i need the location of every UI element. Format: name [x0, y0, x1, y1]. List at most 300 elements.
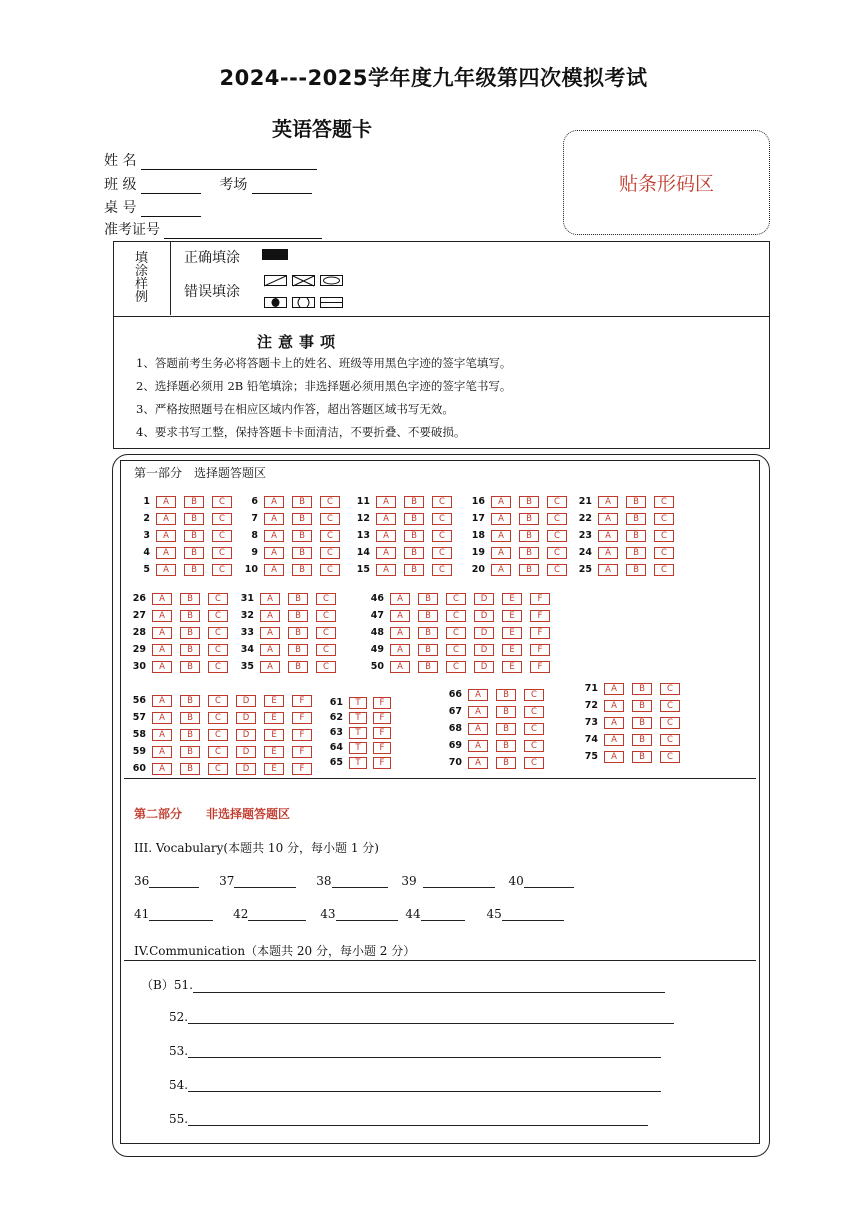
question-row [325, 750, 391, 768]
answer-bubble[interactable]: C [208, 661, 228, 673]
question-row [240, 506, 340, 524]
answer-bubble[interactable]: E [502, 644, 522, 656]
answer-bubble[interactable]: C [432, 513, 452, 525]
answer-bubble[interactable]: C [446, 661, 466, 673]
answer-bubble[interactable]: A [390, 661, 410, 673]
answer-bubble[interactable]: B [626, 564, 646, 576]
question-row [128, 688, 312, 706]
answer-bubble[interactable]: A [376, 496, 396, 508]
answer-bubble[interactable]: C [446, 627, 466, 639]
answer-bubble[interactable]: C [212, 547, 232, 559]
question-row [366, 586, 550, 604]
answer-bubble[interactable]: A [376, 513, 396, 525]
question-number: 63 [329, 727, 343, 738]
answer-bubble[interactable]: A [390, 627, 410, 639]
comm-answer-line[interactable] [193, 979, 665, 993]
answer-bubble[interactable]: A [152, 729, 172, 741]
question-number: 60 [132, 763, 146, 774]
side-char: 样 [134, 277, 148, 292]
answer-bubble[interactable]: F [373, 712, 391, 724]
question-row [128, 654, 228, 672]
comm-row [169, 1078, 661, 1092]
question-row [580, 744, 680, 762]
question-number: 3 [143, 530, 150, 541]
answer-bubble[interactable]: A [264, 547, 284, 559]
answer-bubble[interactable]: B [632, 700, 652, 712]
answer-bubble[interactable]: F [530, 627, 550, 639]
answer-bubble[interactable]: C [208, 746, 228, 758]
vocab-number: 36 [134, 874, 150, 888]
vocab-answer-line[interactable] [149, 907, 213, 921]
question-number: 10 [244, 564, 258, 575]
question-row [240, 540, 340, 558]
notice-title: 注意事项 [257, 333, 342, 351]
answer-bubble[interactable]: D [236, 729, 256, 741]
answer-bubble[interactable]: B [519, 530, 539, 542]
answer-bubble[interactable]: C [547, 547, 567, 559]
answer-bubble[interactable]: B [184, 530, 204, 542]
answer-bubble[interactable]: C [524, 757, 544, 769]
answer-bubble[interactable]: B [519, 547, 539, 559]
answer-bubble[interactable]: A [376, 530, 396, 542]
answer-bubble[interactable]: A [260, 644, 280, 656]
question-number: 31 [240, 593, 254, 604]
answer-bubble[interactable]: E [264, 746, 284, 758]
answer-bubble[interactable]: B [418, 661, 438, 673]
answer-bubble[interactable]: C [660, 717, 680, 729]
question-row [444, 716, 544, 734]
comm-answer-line[interactable] [188, 1112, 648, 1126]
answer-bubble[interactable]: B [184, 513, 204, 525]
answer-bubble[interactable]: B [292, 547, 312, 559]
vocab-number: 37 [219, 874, 235, 888]
question-number: 68 [448, 723, 462, 734]
answer-bubble[interactable]: B [288, 661, 308, 673]
answer-bubble[interactable]: C [432, 564, 452, 576]
question-row [325, 690, 391, 708]
vocab-number: 40 [508, 874, 524, 888]
answer-bubble[interactable]: C [547, 513, 567, 525]
answer-bubble[interactable]: C [212, 513, 232, 525]
id-field[interactable] [164, 224, 322, 239]
question-row [574, 557, 674, 575]
answer-bubble[interactable]: A [390, 644, 410, 656]
answer-bubble[interactable]: C [654, 530, 674, 542]
page-subtitle: 英语答题卡 [272, 117, 372, 141]
answer-bubble[interactable]: T [349, 712, 367, 724]
vocab-answer-line[interactable] [502, 907, 564, 921]
answer-bubble[interactable]: B [292, 513, 312, 525]
answer-bubble[interactable]: F [292, 763, 312, 775]
comm-number: 54. [169, 1078, 189, 1092]
vocab-answer-line[interactable] [149, 874, 199, 888]
question-row [444, 750, 544, 768]
answer-bubble[interactable]: C [524, 706, 544, 718]
vocab-answer-line[interactable] [234, 874, 296, 888]
answer-bubble[interactable]: B [632, 717, 652, 729]
question-number: 4 [143, 547, 150, 558]
vocab-answer-line[interactable] [332, 874, 388, 888]
question-row [444, 699, 544, 717]
answer-bubble[interactable]: C [654, 564, 674, 576]
vocab-answer-line[interactable] [336, 907, 398, 921]
answer-bubble[interactable]: A [598, 513, 618, 525]
answer-bubble[interactable]: D [236, 712, 256, 724]
answer-bubble[interactable]: B [180, 593, 200, 605]
question-number: 72 [584, 700, 598, 711]
answer-bubble[interactable]: A [604, 700, 624, 712]
answer-bubble[interactable]: F [530, 610, 550, 622]
answer-bubble[interactable]: A [260, 593, 280, 605]
question-row [128, 722, 312, 740]
answer-bubble[interactable]: F [373, 757, 391, 769]
answer-bubble[interactable]: A [152, 695, 172, 707]
question-row [132, 557, 232, 575]
answer-bubble[interactable]: C [654, 513, 674, 525]
question-row [128, 586, 228, 604]
answer-bubble[interactable]: F [530, 593, 550, 605]
wrong-fill-icon [264, 275, 344, 287]
question-row [240, 523, 340, 541]
answer-bubble[interactable]: B [418, 593, 438, 605]
answer-bubble[interactable]: B [626, 513, 646, 525]
answer-bubble[interactable]: C [446, 593, 466, 605]
wrong-fill-samples-bottom [264, 294, 344, 313]
answer-bubble[interactable]: B [632, 751, 652, 763]
answer-bubble[interactable]: C [547, 530, 567, 542]
answer-bubble[interactable]: F [292, 695, 312, 707]
answer-bubble[interactable]: C [446, 610, 466, 622]
answer-bubble[interactable]: B [288, 644, 308, 656]
answer-bubble[interactable]: B [496, 757, 516, 769]
answer-bubble[interactable]: A [598, 496, 618, 508]
answer-bubble[interactable]: C [316, 644, 336, 656]
answer-bubble[interactable]: F [373, 742, 391, 754]
answer-bubble[interactable]: A [598, 547, 618, 559]
answer-bubble[interactable]: D [474, 644, 494, 656]
question-number: 66 [448, 689, 462, 700]
fill-example-side-label [113, 241, 171, 315]
answer-bubble[interactable]: B [180, 661, 200, 673]
answer-bubble[interactable]: B [496, 740, 516, 752]
comm-answer-line[interactable] [188, 1044, 661, 1058]
answer-bubble[interactable]: A [260, 661, 280, 673]
barcode-area [563, 130, 770, 235]
side-char: 例 [134, 290, 148, 305]
answer-bubble[interactable]: A [491, 496, 511, 508]
vocab-number: 41 [134, 907, 150, 921]
answer-bubble[interactable]: A [604, 751, 624, 763]
answer-bubble[interactable]: T [349, 757, 367, 769]
section-divider [124, 960, 756, 961]
answer-bubble[interactable]: A [260, 610, 280, 622]
answer-bubble[interactable]: C [660, 734, 680, 746]
correct-fill-label: 正确填涂 [184, 250, 240, 266]
answer-bubble[interactable]: D [236, 695, 256, 707]
answer-bubble[interactable]: B [292, 530, 312, 542]
answer-bubble[interactable]: C [320, 547, 340, 559]
answer-bubble[interactable]: A [264, 564, 284, 576]
answer-bubble[interactable]: T [349, 742, 367, 754]
notice-item: 3、严格按照题号在相应区域内作答，超出答题区域书写无效。 [136, 402, 454, 416]
answer-bubble[interactable]: A [152, 763, 172, 775]
answer-bubble[interactable]: C [524, 740, 544, 752]
question-row [240, 557, 340, 575]
answer-bubble[interactable]: B [418, 610, 438, 622]
answer-bubble[interactable]: C [320, 564, 340, 576]
answer-bubble[interactable]: E [502, 610, 522, 622]
comm-answer-line[interactable] [188, 1078, 661, 1092]
answer-bubble[interactable]: A [491, 530, 511, 542]
answer-bubble[interactable]: B [404, 496, 424, 508]
answer-bubble[interactable]: C [316, 661, 336, 673]
answer-bubble[interactable]: C [208, 610, 228, 622]
comm-answer-line[interactable] [188, 1010, 674, 1024]
answer-bubble[interactable]: C [212, 564, 232, 576]
answer-bubble[interactable]: C [547, 564, 567, 576]
answer-bubble[interactable]: B [180, 644, 200, 656]
answer-bubble[interactable]: A [491, 564, 511, 576]
answer-bubble[interactable]: B [184, 496, 204, 508]
answer-bubble[interactable]: C [547, 496, 567, 508]
answer-bubble[interactable]: C [524, 689, 544, 701]
answer-bubble[interactable]: C [446, 644, 466, 656]
answer-bubble[interactable]: A [468, 723, 488, 735]
answer-bubble[interactable]: B [180, 763, 200, 775]
answer-bubble[interactable]: C [316, 610, 336, 622]
answer-bubble[interactable]: F [530, 644, 550, 656]
answer-bubble[interactable]: E [502, 627, 522, 639]
answer-bubble[interactable]: D [474, 610, 494, 622]
answer-bubble[interactable]: F [373, 727, 391, 739]
answer-bubble[interactable]: B [418, 627, 438, 639]
answer-bubble[interactable]: B [496, 706, 516, 718]
answer-bubble[interactable]: B [626, 547, 646, 559]
answer-bubble[interactable]: B [519, 564, 539, 576]
answer-bubble[interactable]: B [496, 689, 516, 701]
vocab-label: III. Vocabulary(本题共 10 分，每小题 1 分) [134, 841, 379, 855]
answer-bubble[interactable]: A [156, 530, 176, 542]
answer-bubble[interactable]: A [468, 706, 488, 718]
answer-bubble[interactable]: B [404, 564, 424, 576]
answer-bubble[interactable]: A [156, 513, 176, 525]
answer-bubble[interactable]: B [632, 734, 652, 746]
answer-bubble[interactable]: C [316, 627, 336, 639]
answer-bubble[interactable]: C [524, 723, 544, 735]
answer-bubble[interactable]: B [519, 496, 539, 508]
answer-bubble[interactable]: A [156, 547, 176, 559]
answer-bubble[interactable]: C [320, 496, 340, 508]
question-row [128, 756, 312, 774]
vocab-number: 38 [316, 874, 332, 888]
name-field[interactable] [141, 155, 317, 170]
answer-bubble[interactable]: F [530, 661, 550, 673]
answer-bubble[interactable]: D [474, 627, 494, 639]
answer-bubble[interactable]: D [236, 746, 256, 758]
answer-bubble[interactable]: T [349, 697, 367, 709]
answer-bubble[interactable]: A [376, 547, 396, 559]
answer-bubble[interactable]: B [180, 729, 200, 741]
answer-bubble[interactable]: A [598, 564, 618, 576]
answer-bubble[interactable]: D [236, 763, 256, 775]
answer-bubble[interactable]: A [376, 564, 396, 576]
answer-bubble[interactable]: A [152, 593, 172, 605]
question-row [467, 506, 567, 524]
answer-bubble[interactable]: C [208, 763, 228, 775]
answer-bubble[interactable]: B [626, 496, 646, 508]
answer-bubble[interactable]: F [373, 697, 391, 709]
answer-bubble[interactable]: E [264, 763, 284, 775]
class-field[interactable] [141, 179, 201, 194]
answer-bubble[interactable]: A [468, 740, 488, 752]
desk-field[interactable] [141, 202, 201, 217]
answer-bubble[interactable]: B [180, 610, 200, 622]
question-number: 58 [132, 729, 146, 740]
answer-bubble[interactable]: A [604, 734, 624, 746]
answer-bubble[interactable]: C [320, 513, 340, 525]
answer-bubble[interactable]: C [212, 496, 232, 508]
answer-bubble[interactable]: B [288, 610, 308, 622]
answer-bubble[interactable]: A [156, 496, 176, 508]
answer-bubble[interactable]: A [152, 746, 172, 758]
answer-bubble[interactable]: A [491, 547, 511, 559]
answer-bubble[interactable]: B [496, 723, 516, 735]
answer-bubble[interactable]: B [632, 683, 652, 695]
answer-bubble[interactable]: E [502, 593, 522, 605]
answer-bubble[interactable]: B [288, 593, 308, 605]
answer-bubble[interactable]: B [292, 564, 312, 576]
answer-bubble[interactable]: C [208, 729, 228, 741]
answer-bubble[interactable]: C [660, 751, 680, 763]
answer-bubble[interactable]: B [418, 644, 438, 656]
comm-number: 51. [173, 978, 193, 992]
answer-bubble[interactable]: A [156, 564, 176, 576]
answer-bubble[interactable]: A [152, 610, 172, 622]
question-number: 25 [578, 564, 592, 575]
class-label: 班 级 [104, 177, 137, 193]
answer-bubble[interactable]: C [660, 683, 680, 695]
answer-bubble[interactable]: E [264, 695, 284, 707]
vocab-number: 42 [233, 907, 249, 921]
answer-bubble[interactable]: A [491, 513, 511, 525]
question-number: 6 [251, 496, 258, 507]
question-number: 71 [584, 683, 598, 694]
answer-bubble[interactable]: B [180, 712, 200, 724]
answer-bubble[interactable]: A [604, 683, 624, 695]
answer-bubble[interactable]: B [519, 513, 539, 525]
answer-bubble[interactable]: A [264, 496, 284, 508]
answer-bubble[interactable]: E [264, 712, 284, 724]
answer-bubble[interactable]: T [349, 727, 367, 739]
answer-bubble[interactable]: B [288, 627, 308, 639]
answer-bubble[interactable]: A [598, 530, 618, 542]
question-number: 28 [132, 627, 146, 638]
answer-bubble[interactable]: A [152, 712, 172, 724]
answer-bubble[interactable]: C [208, 644, 228, 656]
question-number: 20 [471, 564, 485, 575]
answer-bubble[interactable]: C [432, 547, 452, 559]
answer-bubble[interactable]: A [264, 513, 284, 525]
comm-prefix: （B） [141, 978, 174, 992]
question-row [467, 540, 567, 558]
answer-bubble[interactable]: A [468, 689, 488, 701]
answer-bubble[interactable]: A [264, 530, 284, 542]
question-row [444, 733, 544, 751]
answer-bubble[interactable]: A [260, 627, 280, 639]
answer-bubble[interactable]: B [180, 627, 200, 639]
answer-bubble[interactable]: B [404, 530, 424, 542]
comm-row [169, 1010, 674, 1024]
question-number: 1 [143, 496, 150, 507]
answer-bubble[interactable]: C [212, 530, 232, 542]
answer-bubble[interactable]: B [180, 695, 200, 707]
comm-number: 55. [169, 1112, 189, 1126]
answer-bubble[interactable]: D [474, 593, 494, 605]
comm-row [169, 1112, 648, 1126]
question-row [132, 523, 232, 541]
question-number: 2 [143, 513, 150, 524]
answer-bubble[interactable]: C [654, 547, 674, 559]
answer-bubble[interactable]: F [292, 712, 312, 724]
vocab-number: 44 [405, 907, 421, 921]
answer-bubble[interactable]: B [404, 513, 424, 525]
vocab-answer-line[interactable] [524, 874, 574, 888]
vocab-answer-line[interactable] [421, 907, 465, 921]
answer-bubble[interactable]: A [390, 593, 410, 605]
answer-bubble[interactable]: D [474, 661, 494, 673]
vocab-answer-line[interactable] [423, 874, 495, 888]
comm-number: 53. [169, 1044, 189, 1058]
answer-bubble[interactable]: C [660, 700, 680, 712]
answer-bubble[interactable]: C [316, 593, 336, 605]
question-row [366, 603, 550, 621]
answer-bubble[interactable]: A [468, 757, 488, 769]
answer-bubble[interactable]: C [654, 496, 674, 508]
answer-bubble[interactable]: E [502, 661, 522, 673]
answer-bubble[interactable]: B [184, 564, 204, 576]
wrong-fill-icon [264, 297, 344, 309]
answer-bubble[interactable]: A [152, 627, 172, 639]
room-field[interactable] [252, 179, 312, 194]
answer-bubble[interactable]: C [432, 530, 452, 542]
question-number: 9 [251, 547, 258, 558]
answer-bubble[interactable]: B [184, 547, 204, 559]
answer-bubble[interactable]: A [390, 610, 410, 622]
question-row [366, 654, 550, 672]
answer-bubble[interactable]: E [264, 729, 284, 741]
answer-bubble[interactable]: C [208, 695, 228, 707]
question-number: 16 [471, 496, 485, 507]
answer-bubble[interactable]: C [432, 496, 452, 508]
answer-bubble[interactable]: C [320, 530, 340, 542]
answer-bubble[interactable]: A [152, 644, 172, 656]
answer-bubble[interactable]: F [292, 746, 312, 758]
answer-bubble[interactable]: A [604, 717, 624, 729]
comm-row [141, 976, 665, 993]
answer-bubble[interactable]: C [208, 593, 228, 605]
question-row [236, 603, 336, 621]
answer-bubble[interactable]: B [180, 746, 200, 758]
answer-bubble[interactable]: B [626, 530, 646, 542]
vocab-answer-line[interactable] [248, 907, 306, 921]
answer-bubble[interactable]: C [208, 712, 228, 724]
question-number: 24 [578, 547, 592, 558]
answer-bubble[interactable]: B [404, 547, 424, 559]
answer-bubble[interactable]: A [152, 661, 172, 673]
answer-bubble[interactable]: B [292, 496, 312, 508]
answer-bubble[interactable]: F [292, 729, 312, 741]
answer-bubble[interactable]: C [208, 627, 228, 639]
